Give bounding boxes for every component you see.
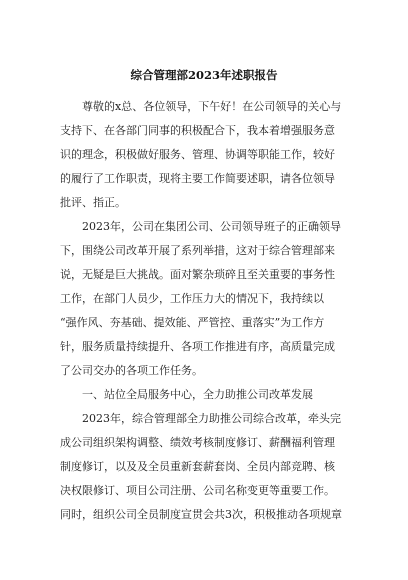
paragraph-line: 了公司交办的各项工作任务。 [60, 364, 203, 377]
paragraph-line: 针，服务质量持续提升、各项工作推进有序，高质量完成 [60, 340, 335, 353]
paragraph-line: 支持下、在各部门同事的积极配合下，我本着增强服务意 [60, 124, 335, 137]
paragraph-line: “强作风、夯基础、提效能、严管控、重落实”为工作方 [60, 316, 325, 329]
paragraph-line: 成公司组织架构调整、绩效考核制度修订、薪酬福利管理 [60, 436, 335, 449]
paragraph-line: 批评、指正。 [60, 196, 126, 209]
paragraph-line: 同时，组织公司全员制度宣贯会共3次，积极推动各项规章 [60, 508, 342, 521]
section-heading: 一、站位全局服务中心，全力助推公司改革发展 [82, 388, 313, 401]
paragraph-line: 说，无疑是巨大挑战。面对繁杂琐碎且至关重要的事务性 [60, 268, 335, 281]
paragraph-line: 工作，在部门人员少，工作压力大的情况下，我持续以 [60, 292, 324, 305]
paragraph-line: 识的理念，积极做好服务、管理、协调等职能工作，较好 [60, 148, 335, 161]
paragraph-line: 下，围绕公司改革开展了系列举措，这对于综合管理部来 [60, 244, 335, 257]
paragraph-line: 的履行了工作职责，现将主要工作简要述职，请各位领导 [60, 172, 335, 185]
paragraph-line: 决权限修订、项目公司注册、公司名称变更等重要工作。 [60, 484, 335, 497]
paragraph-line: 尊敬的x总、各位领导，下午好！在公司领导的关心与 [82, 100, 342, 113]
paragraph-line: 2023年，综合管理部全力助推公司综合改革，牵头完 [82, 412, 341, 425]
document-title: 综合管理部2023年述职报告 [130, 68, 278, 82]
paragraph-line: 2023年，公司在集团公司、公司领导班子的正确领导 [82, 220, 341, 233]
paragraph-line: 制度修订，以及及全员重新套薪套岗、全员内部竞聘、核 [60, 460, 335, 473]
